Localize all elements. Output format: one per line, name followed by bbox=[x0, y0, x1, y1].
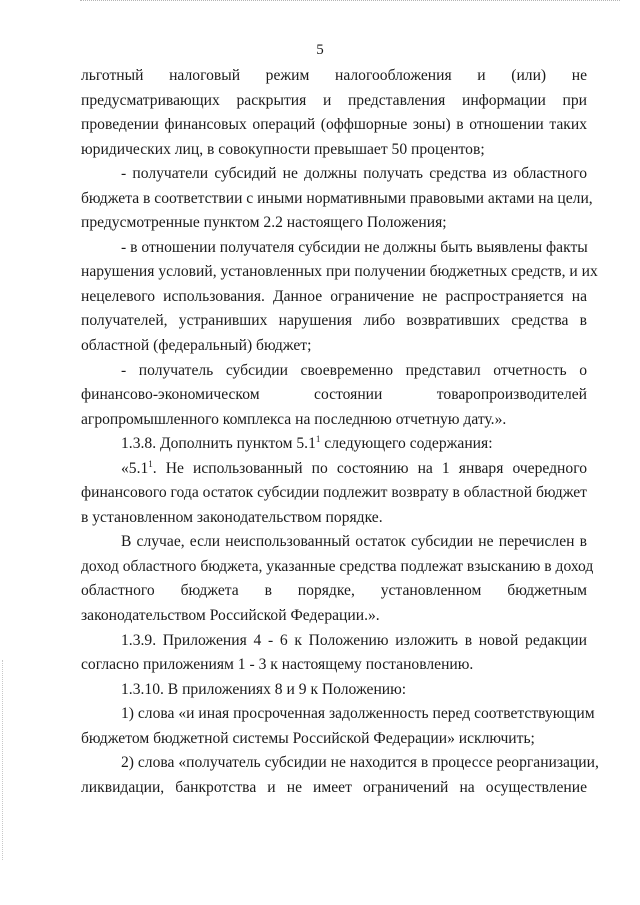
document-body bbox=[81, 64, 599, 800]
text-line bbox=[81, 359, 587, 384]
scan-top-edge bbox=[80, 0, 620, 1]
text-line bbox=[81, 629, 587, 654]
text-line bbox=[81, 211, 587, 236]
text-line bbox=[81, 506, 587, 531]
text-line bbox=[81, 702, 595, 727]
text-line bbox=[81, 260, 598, 285]
superscript-index: 1 bbox=[148, 458, 153, 469]
text-line bbox=[81, 285, 587, 310]
line-text: 2) слова «получатель субсидии не находится в процессе реорганизации, bbox=[121, 754, 599, 772]
text-line bbox=[81, 727, 587, 752]
text-line bbox=[81, 64, 587, 89]
text-line bbox=[81, 89, 587, 114]
text-line bbox=[81, 408, 587, 433]
line-text: В случае, если неиспользованный остаток субсидии не перечислен в bbox=[121, 533, 587, 551]
line-text: нецелевого использования. Данное ограничение не распространяется на bbox=[81, 287, 587, 305]
page-number: 5 bbox=[316, 42, 324, 58]
line-text: 1) слова «и иная просроченная задолженность перед соответствующим bbox=[121, 705, 595, 723]
line-text: - получатели субсидий не должны получать средства из областного bbox=[121, 165, 587, 183]
line-text: бюджетом бюджетной системы Российской Федерации» исключить; bbox=[81, 729, 535, 747]
text-line bbox=[81, 457, 587, 482]
line-text: доход областного бюджета, указанные средства подлежат взысканию в доход bbox=[81, 557, 594, 575]
line-text: агропромышленного комплекса на последнюю отчетную дату.». bbox=[81, 410, 507, 428]
text-line bbox=[81, 432, 587, 457]
line-text: проведении финансовых операций (оффшорные зоны) в отношении таких bbox=[81, 116, 587, 134]
text-line bbox=[81, 751, 599, 776]
text-line bbox=[81, 309, 587, 334]
superscript-index: 1 bbox=[315, 434, 321, 445]
text-line bbox=[81, 555, 594, 580]
text-line bbox=[81, 236, 587, 261]
line-text: - получатель субсидии своевременно представил отчетность о bbox=[121, 361, 587, 379]
text-line bbox=[81, 481, 587, 506]
line-text: законодательством Российской Федерации.». bbox=[81, 607, 380, 625]
line-text: областной (федеральный) бюджет; bbox=[81, 337, 312, 355]
line-text: финансово-экономическом состоянии товаропроизводителей bbox=[81, 386, 587, 404]
line-text: получателей, устранивших нарушения либо возвративших средства в bbox=[81, 312, 587, 330]
line-text: предусматривающих раскрытия и представления информации при bbox=[81, 91, 587, 109]
line-text: ликвидации, банкротства и не имеет ограничений на осуществление bbox=[81, 778, 587, 796]
line-text: предусмотренные пунктом 2.2 настоящего Положения; bbox=[81, 214, 447, 232]
line-text: 1.3.9. Приложения 4 - 6 к Положению изложить в новой редакции bbox=[121, 631, 587, 649]
text-line bbox=[81, 162, 587, 187]
line-text: - в отношении получателя субсидии не должны быть выявлены факты bbox=[121, 238, 588, 256]
line-text: в установленном законодательством порядке. bbox=[81, 508, 383, 526]
text-line bbox=[81, 604, 587, 629]
line-text: финансового года остаток субсидии подлежит возврату в областной бюджет bbox=[81, 484, 587, 502]
line-text: льготный налоговый режим налогообложения и (или) не bbox=[81, 67, 587, 84]
scan-left-edge bbox=[2, 660, 3, 860]
line-text-tail: следующего содержания: bbox=[320, 435, 493, 453]
text-line bbox=[81, 383, 587, 408]
text-line bbox=[81, 113, 587, 138]
text-line bbox=[81, 138, 587, 163]
text-line bbox=[81, 187, 593, 212]
line-text: юридических лиц, в совокупности превышает 50 процентов; bbox=[81, 140, 485, 158]
text-line bbox=[81, 776, 587, 801]
line-text: «5.1 bbox=[121, 459, 149, 477]
text-line bbox=[81, 579, 587, 604]
line-text: нарушения условий, установленных при получении бюджетных средств, и их bbox=[81, 263, 598, 281]
line-text: 1.3.10. В приложениях 8 и 9 к Положению: bbox=[121, 680, 407, 698]
line-text: 1.3.8. Дополнить пунктом 5.1 bbox=[121, 435, 316, 453]
text-line bbox=[81, 678, 587, 703]
text-line bbox=[81, 530, 587, 555]
line-text: согласно приложениям 1 - 3 к настоящему постановлению. bbox=[81, 656, 474, 674]
text-line bbox=[81, 334, 587, 359]
line-text: бюджета в соответствии с иными нормативными правовыми актами на цели, bbox=[81, 189, 593, 207]
line-text-tail: . Не использованный по состоянию на 1 января очередного bbox=[152, 459, 587, 477]
line-text: областного бюджета в порядке, установленном бюджетным bbox=[81, 582, 587, 600]
text-line bbox=[81, 653, 587, 678]
